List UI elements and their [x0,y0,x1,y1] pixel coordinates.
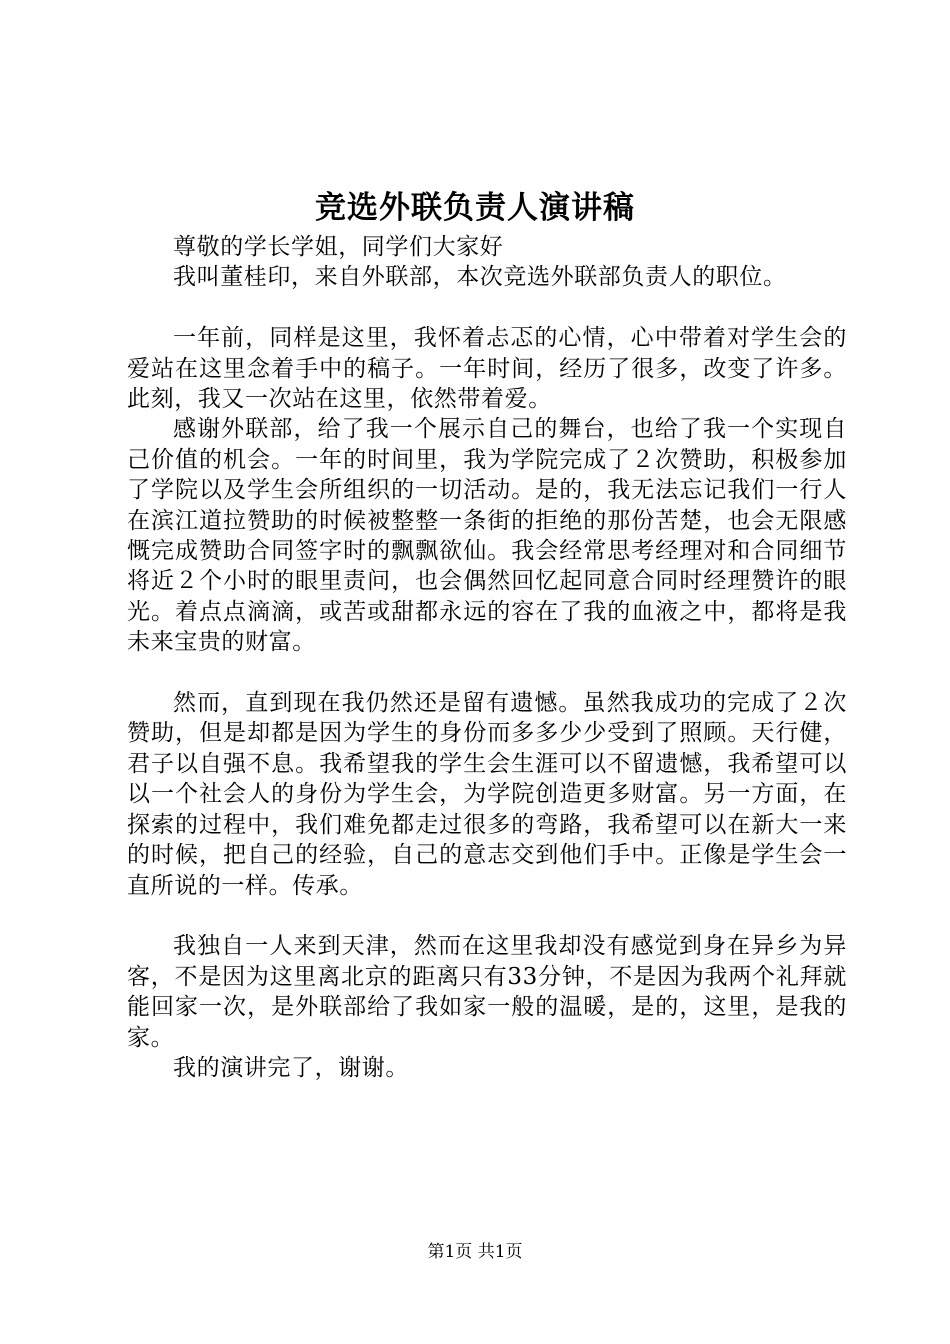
greeting-paragraph: 尊敬的学长学姐，同学们大家好 [173,234,504,260]
body-paragraph: 然而，直到现在我仍然还是留有遗憾。虽然我成功的完成了２次赞助，但是却都是因为学生的身份而多多少少受到了照顾。天行健，君子以自强不息。我希望我的学生会生涯可以不留遗憾，我希望可以以一个社会人的身份为学生会，为学院创造更多财富。另一方面，在探索的过程中，我们难免都走过很多的弯路，我希望可以在新大一来的时候，把自己的经验，自己的意志交到他们手中。正像是学生会一直所说的一样。传承。 [127,690,847,899]
paragraph-spacer [127,658,847,688]
body-paragraph: 一年前，同样是这里，我怀着忐忑的心情，心中带着对学生会的爱站在这里念着手中的稿子。一年时间，经历了很多，改变了许多。此刻，我又一次站在这里，依然带着爱。 [127,325,847,413]
paragraph-spacer [127,293,847,323]
body-paragraph: 我独自一人来到天津，然而在这里我却没有感觉到身在异乡为异客，不是因为这里离北京的距离只有33分钟，不是因为我两个礼拜就能回家一次，是外联部给了我如家一般的温暖，是的，这里，是我的家。 [127,933,847,1051]
page-footer: 第1页 共1页 [427,1242,523,1262]
paragraph-spacer [127,901,847,931]
closing-paragraph: 我的演讲完了，谢谢。 [173,1054,409,1081]
intro-paragraph: 我叫董桂印，来自外联部，本次竞选外联部负责人的职位。 [173,264,787,291]
document-body [127,232,847,1083]
page-title: 竞选外联负责人演讲稿 [315,190,635,226]
body-paragraph: 感谢外联部，给了我一个展示自己的舞台，也给了我一个实现自己价值的机会。一年的时间里，我为学院完成了２次赞助，积极参加了学院以及学生会所组织的一切活动。是的，我无法忘记我们一行人在滨江道拉赞助的时候被整整一条街的拒绝的那份苦楚，也会无限感慨完成赞助合同签字时的飘飘欲仙。我会经常思考经理对和合同细节将近２个小时的眼里责问，也会偶然回忆起同意合同时经理赞许的眼光。着点点滴滴，或苦或甜都永远的容在了我的血液之中，都将是我未来宝贵的财富。 [127,416,847,656]
